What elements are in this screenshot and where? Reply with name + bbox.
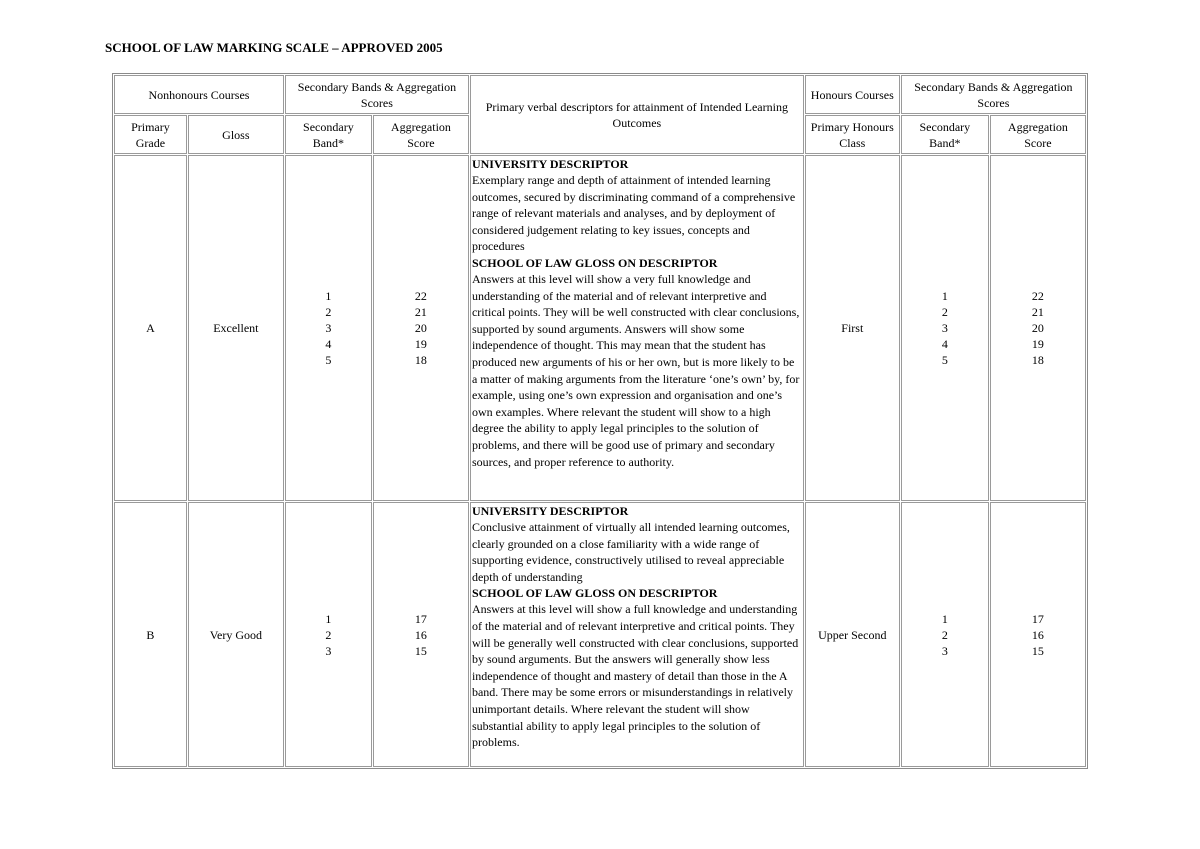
honours-class-cell: First: [805, 155, 900, 501]
band-value: 3: [325, 643, 332, 658]
score-value: 17: [1031, 611, 1044, 626]
gloss-cell: Excellent: [188, 155, 284, 501]
header-primary-grade: Primary Grade: [114, 115, 187, 154]
aggregation-score-cell-right: [990, 502, 1086, 767]
secondary-band-cell: [285, 502, 372, 767]
aggregation-score-cell: [373, 502, 469, 767]
score-value: 18: [1031, 353, 1044, 367]
score-value: 18: [414, 353, 427, 367]
score-value: 16: [1031, 627, 1044, 642]
honours-class-cell: Upper Second: [805, 502, 900, 767]
university-descriptor-heading: UNIVERSITY DESCRIPTOR: [471, 504, 629, 518]
score-value: 21: [414, 305, 427, 319]
aggregation-score-cell-right: [990, 155, 1086, 501]
header-secondary-band: Secondary Band*: [285, 115, 372, 154]
gloss-descriptor-heading: SCHOOL OF LAW GLOSS ON DESCRIPTOR: [471, 255, 718, 270]
header-secondary-bands-right: Secondary Bands & Aggregation Scores: [901, 75, 1086, 114]
gloss-descriptor-text: Answers at this level will show a full knowledge and understanding of the material and of relevant interpretive and critical points. They will be generally well constructed with clear conclusions, supported by sound arguments. But the answers will generally show less independence of thought and mastery of detail than those in the A band. There may be some errors or misunderstandings in relatively unimportant details. Where relevant the student will show substantial ability to apply legal principles to the solution of problems.: [471, 602, 799, 750]
score-value: 19: [1031, 337, 1044, 351]
secondary-band-cell: [285, 155, 372, 501]
band-value: 3: [941, 321, 948, 335]
header-gloss: Gloss: [188, 115, 284, 154]
header-primary-honours-class: Primary Honours Class: [805, 115, 900, 154]
table-row-grade-a: [114, 155, 1086, 501]
score-value: 15: [1031, 643, 1044, 658]
primary-grade-cell: A: [114, 155, 187, 501]
band-value: 1: [941, 289, 948, 303]
header-secondary-bands-left: Secondary Bands & Aggregation Scores: [285, 75, 469, 114]
aggregation-score-cell: [373, 155, 469, 501]
header-primary-verbal-descriptors: Primary verbal descriptors for attainment of Intended Learning Outcomes: [470, 75, 804, 154]
score-value: 20: [414, 321, 427, 335]
score-value: 15: [414, 643, 427, 658]
score-value: 22: [1031, 289, 1044, 303]
gloss-cell: Very Good: [188, 502, 284, 767]
band-value: 4: [325, 337, 332, 351]
score-value: 22: [414, 289, 427, 303]
secondary-band-cell-right: [901, 155, 989, 501]
score-value: 21: [1031, 305, 1044, 319]
table-row-grade-b: [114, 502, 1086, 767]
band-value: 5: [325, 353, 332, 367]
band-value: 2: [325, 305, 332, 319]
score-value: 20: [1031, 321, 1044, 335]
header-nonhonours-courses: Nonhonours Courses: [114, 75, 284, 114]
header-secondary-band-right: Secondary Band*: [901, 115, 989, 154]
primary-grade-cell: B: [114, 502, 187, 767]
score-value: 17: [414, 611, 427, 626]
band-value: 3: [941, 643, 948, 658]
university-descriptor-text: Conclusive attainment of virtually all intended learning outcomes, clearly grounded on a close familiarity with a wide range of supporting evidence, constructively utilised to reveal appreciable depth of understanding: [471, 520, 790, 584]
score-value: 19: [414, 337, 427, 351]
descriptor-cell: [470, 155, 804, 501]
header-aggregation-score: Aggregation Score: [373, 115, 469, 154]
descriptor-cell: [470, 502, 804, 767]
marking-scale-table: [112, 73, 1088, 769]
header-aggregation-score-right: Aggregation Score: [990, 115, 1086, 154]
band-value: 1: [325, 611, 332, 626]
university-descriptor-heading: UNIVERSITY DESCRIPTOR: [471, 157, 629, 171]
secondary-band-cell-right: [901, 502, 989, 767]
band-value: 1: [325, 289, 332, 303]
gloss-descriptor-text: Answers at this level will show a very full knowledge and understanding of the material and of relevant interpretive and critical points. They will be well constructed with clear conclusions, supported by sound arguments. Answers will show some independence of thought. This may mean that the student has produced new arguments of his or her own, but is more likely to be a matter of making arguments from the literature ‘one’s own’ by, for example, using one’s own expression and organisation and one’s own examples. Where relevant the student will show to a high degree the ability to apply legal principles to the solution of problems, and there will be good use of primary and secondary sources, and proper reference to authority.: [471, 271, 800, 469]
score-value: 16: [414, 627, 427, 642]
band-value: 2: [941, 627, 948, 642]
band-value: 5: [941, 353, 948, 367]
band-value: 3: [325, 321, 332, 335]
gloss-descriptor-heading: SCHOOL OF LAW GLOSS ON DESCRIPTOR: [471, 586, 718, 601]
band-value: 2: [941, 305, 948, 319]
university-descriptor-text: Exemplary range and depth of attainment of intended learning outcomes, secured by discriminating command of a comprehensive range of relevant materials and analyses, and by deployment of considered judgement relating to key issues, concepts and procedures: [471, 173, 796, 254]
band-value: 4: [941, 337, 948, 351]
header-row-1: [114, 75, 1086, 114]
page-title: SCHOOL OF LAW MARKING SCALE – APPROVED 2005: [105, 40, 443, 55]
band-value: 2: [325, 627, 332, 642]
band-value: 1: [941, 611, 948, 626]
header-honours-courses: Honours Courses: [805, 75, 900, 114]
